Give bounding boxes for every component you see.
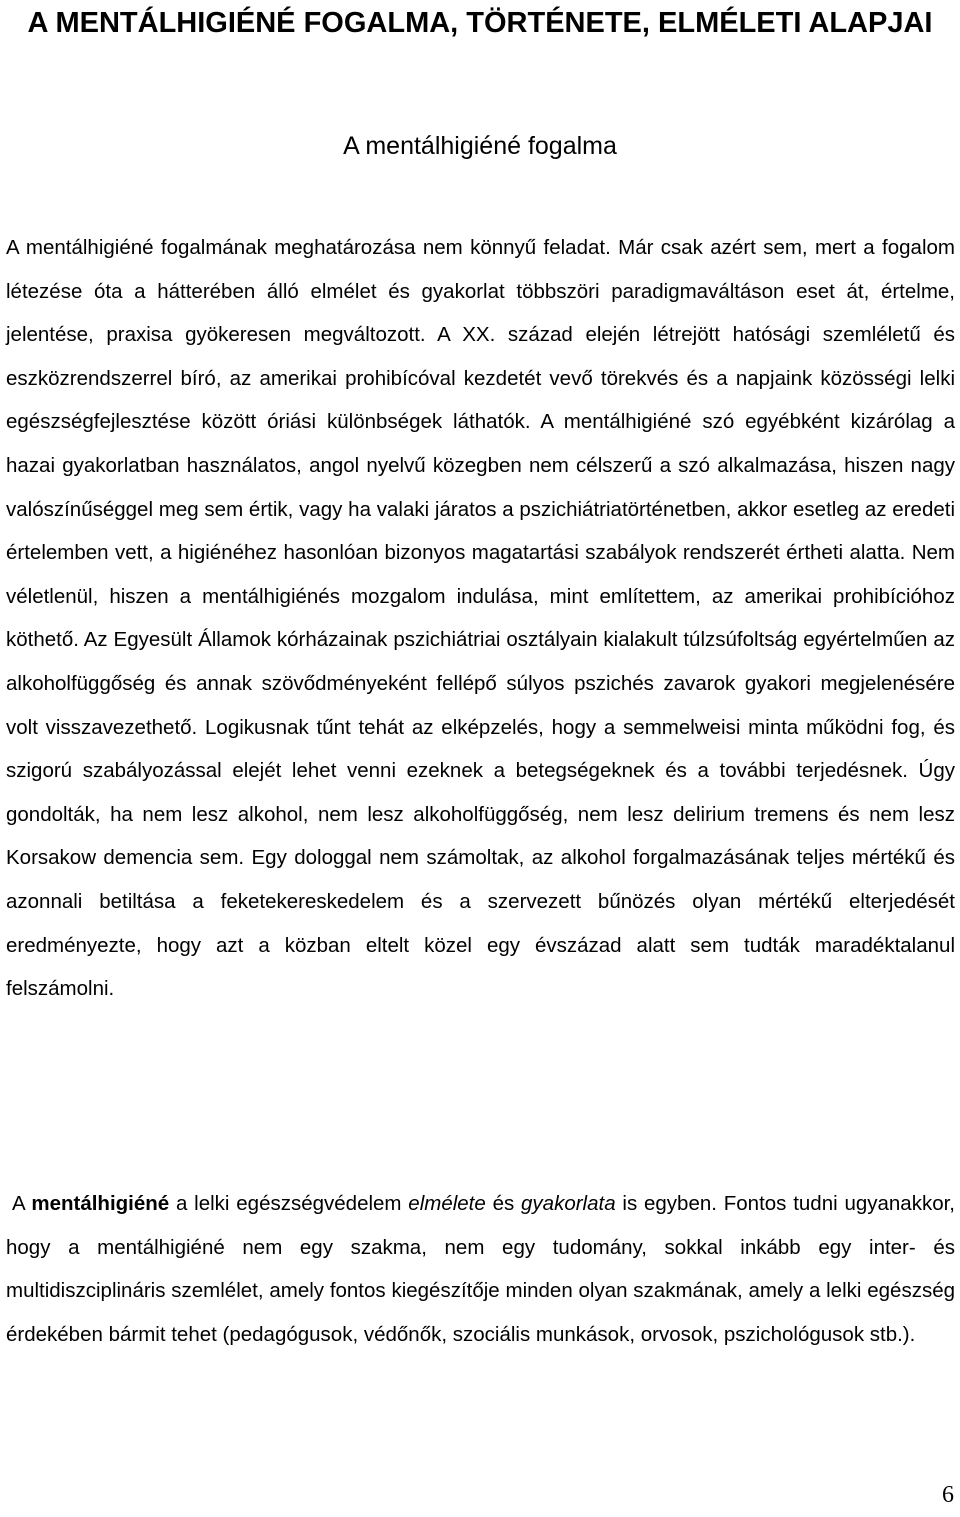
body-paragraph-1: A mentálhigiéné fogalmának meghatározása nem könnyű feladat. Már csak azért sem, mert a fogalom létezése óta a hátterében álló elmélet és gyakorlat többszöri paradigmaváltáson eset át, értelme, jelentése, praxisa gyökeresen megváltozott. A XX. század elején létrejött hatósági szemléletű és eszközrendszerrel bíró, az amerikai prohibícóval kezdetét vevő törekvés és a napjaink közösségi lelki egészségfejlesztése között óriási különbségek láthatók. A mentálhigiéné szó egyébként kizárólag a hazai gyakorlatban használatos, angol nyelvű közegben nem célszerű a szó alkalmazása, hiszen nagy valószínűséggel meg sem értik, vagy ha valaki járatos a pszichiátriatörténetben, akkor esetleg az eredeti értelemben vett, a higiénéhez hasonlóan bizonyos magatartási szabályok rendszerét értheti alatta. Nem véletlenül, hiszen a mentálhigiénés mozgalom indulása, mint említettem, az amerikai prohibícióhoz köthető. Az Egyesült Államok kórházainak pszichiátriai osztályain kialakult túlzsúfoltság egyértelműen az alkoholfüggőség és annak szövődményeként fellépő súlyos pszichés zavarok gyakori megjelenésére volt visszavezethető. Logikusnak tűnt tehát az elképzelés, hogy a semmelweisi minta működni fog, és szigorú szabályozással elejét lehet venni ezeknek a betegségeknek és a további terjedésnek. Úgy gondolták, ha nem lesz alkohol, nem lesz alkoholfüggőség, nem lesz delirium tremens és nem lesz Korsakow demencia sem. Egy dologgal nem számoltak, az alkohol forgalmazásának teljes mértékű és azonnali betiltása a feketekereskedelem és a szervezett bűnözés olyan mértékű elterjedését eredményezte, hogy azt a közban eltelt közel egy évszázad alatt sem tudták maradéktalanul felszámolni. — [6, 236, 955, 1001]
term-mentalhigiene-bold: mentálhigiéné — [31, 1192, 170, 1215]
page-number: 6 — [942, 1482, 954, 1508]
term-practice-italic: gyakorlata — [521, 1192, 616, 1215]
term-theory-italic: elmélete — [408, 1192, 486, 1215]
body-paragraph-2 — [6, 1182, 955, 1356]
paragraph-2-text-c: is egyben. Fontos tudni ugyanakkor, hogy a mentálhigiéné nem egy szakma, nem egy tudomány, sokkal inkább egy inter- és multidiszciplináris szemlélet, amely fontos kiegészítője minden olyan szakmának, amely a lelki egészség érdekében bármit tehet (pedagógusok, védőnők, szociális munkások, orvosok, pszichológusok stb.). — [6, 1192, 955, 1346]
paragraph-2-lead: A — [12, 1192, 32, 1215]
section-title: A mentálhigiéné fogalma — [343, 132, 617, 160]
paragraph-2-text-a: a lelki egészségvédelem — [169, 1192, 409, 1215]
document-title: A MENTÁLHIGIÉNÉ FOGALMA, TÖRTÉNETE, ELMÉLETI ALAPJAI — [27, 7, 933, 39]
paragraph-2-text-b: és — [485, 1192, 522, 1215]
